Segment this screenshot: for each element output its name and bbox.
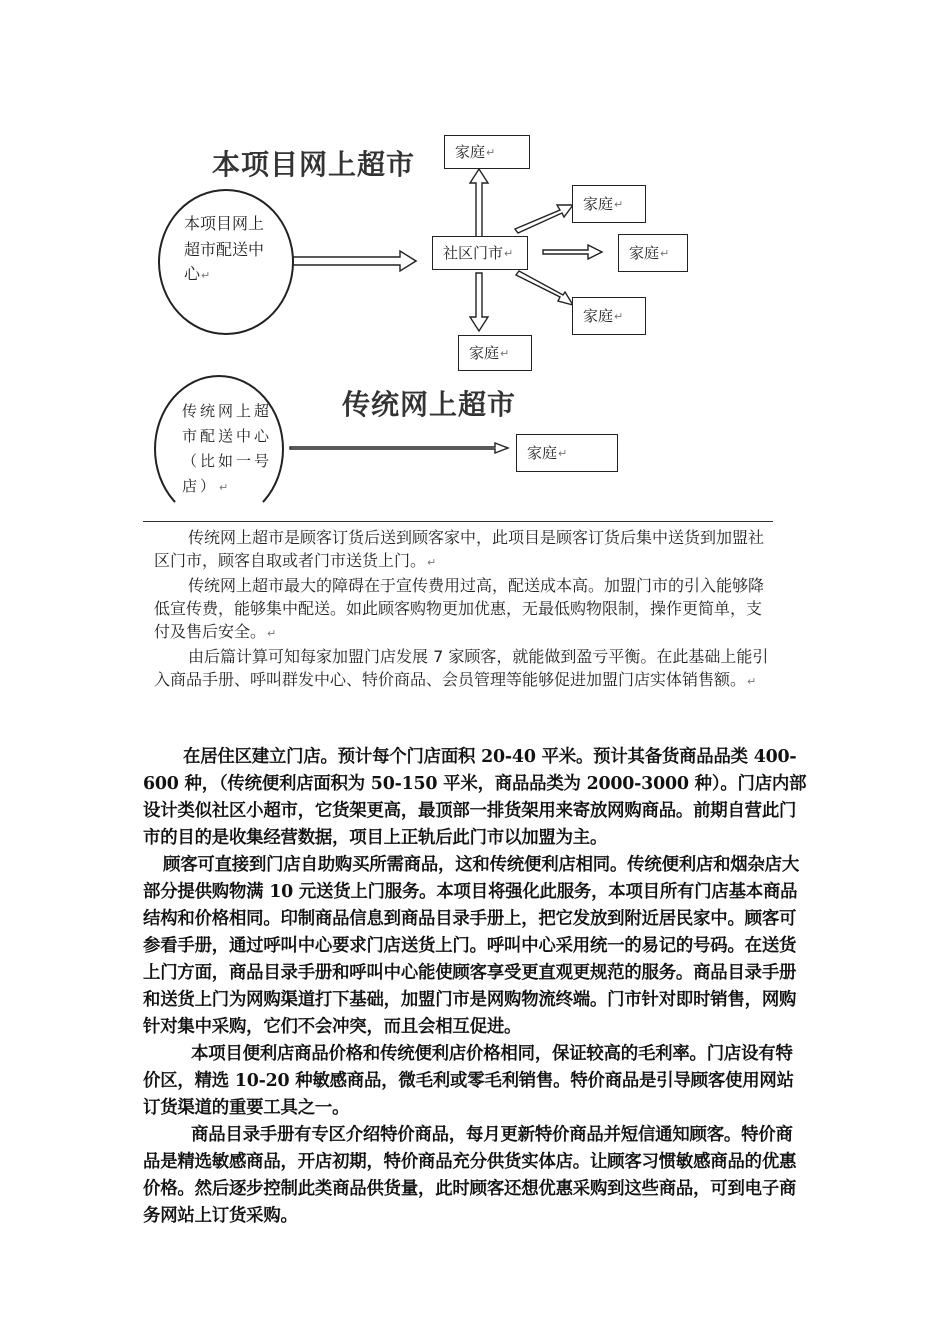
divider-line (143, 521, 773, 522)
home-box-lower-right: 家庭 ↵ (572, 297, 646, 335)
home-box-traditional: 家庭 ↵ (516, 434, 618, 472)
arrow-store-upright (515, 205, 573, 233)
return-mark: ↵ (201, 269, 211, 282)
arrow-traditional-to-home (290, 443, 508, 453)
arrow-store-down (470, 273, 488, 331)
return-mark: ↵ (614, 197, 624, 211)
return-mark: ↵ (660, 246, 670, 260)
home-box-upper-right: 家庭 ↵ (572, 185, 646, 223)
arrow-center-to-store-outline (278, 251, 416, 271)
body-paragraph-2: 顾客可直接到门店自助购买所需商品，这和传统便利店相同。传统便利店和烟杂店大部分提供购物满 10 元送货上门服务。本项目将强化此服务，本项目所有门店基本商品结构和价格相同。印制商品信息到商品目录手册上，把它发放到附近居民家中。顾客可参看手册，通过呼叫中心要求门店送货上门。呼叫中心采用统一的易记的号码。在送货上门方面，商品目录手册和呼叫中心能使顾客享受更直观更规范的服务。商品目录手册和送货上门为网购渠道打下基础，加盟门市是网购物流终端。门市针对即时销售，网购针对集中采购，它们不会冲突，而且会相互促进。 (143, 855, 800, 1037)
center-top-line-1: 本项目网上 (184, 214, 265, 233)
return-mark: ↵ (500, 346, 510, 360)
arrow-store-up (470, 169, 488, 237)
bottom-title: 传统网上超市 (342, 388, 517, 421)
arrow-store-right (543, 245, 602, 259)
home-box-bottom: 家庭 ↵ (458, 335, 532, 371)
supply-chain-diagram (140, 125, 780, 525)
return-mark: ↵ (486, 145, 496, 159)
center-top-line-2: 超市配送中 (184, 240, 265, 259)
community-store-box: 社区门市 ↵ (432, 236, 528, 270)
arrow-store-downright (516, 271, 573, 305)
body-paragraph-1: 在居住区建立门店。预计每个门店面积 20-40 平米。预计其备货商品品类 400-600 种，（传统便利店面积为 50-150 平米，商品品类为 2000-3000 种）。门店内部设计类似社区小超市，它货架更高，最顶部一排货架用来寄放网购商品。前期自营此门市的目的是收集经营数据，项目上正轨后此门市以加盟为主。 (143, 747, 807, 848)
body-paragraph-4: 商品目录手册有专区介绍特价商品，每月更新特价商品并短信通知顾客。特价商品是精选敏感商品，开店初期，特价商品充分供货实体店。让顾客习惯敏感商品的优惠价格。然后逐步控制此类商品供货量，此时顾客还想优惠采购到这些商品，可到电子商务网站上订货采购。 (143, 1125, 797, 1226)
center-bottom-line-1: 传统网上超 (182, 402, 273, 420)
center-bottom-line-4: 店）↵ (182, 477, 232, 495)
return-mark: ↵ (558, 446, 568, 460)
scan-paragraph-3: 由后篇计算可知每家加盟门店发展 7 家顾客，就能做到盈亏平衡。在此基础上能引入商品手册、呼叫群发中心、特价商品、会员管理等能够促进加盟门店实体销售额。↵ (154, 647, 769, 689)
return-mark: ↵ (614, 309, 624, 323)
top-title: 本项目网上超市 (212, 148, 416, 181)
body-paragraph-3: 本项目便利店商品价格和传统便利店价格相同，保证较高的毛利率。门店设有特价区，精选 10-20 种敏感商品，微毛利或零毛利销售。特价商品是引导顾客使用网站订货渠道的重要工具之一。 (143, 1044, 794, 1118)
home-box-right: 家庭 ↵ (618, 234, 688, 272)
return-mark: ↵ (504, 246, 514, 260)
center-bottom-line-3: （比如一号 (182, 452, 273, 470)
center-top-line-3: 心↵ (184, 264, 211, 283)
scan-paragraph-2: 传统网上超市最大的障碍在于宣传费用过高，配送成本高。加盟门市的引入能够降低宣传费，能够集中配送。如此顾客购物更加优惠，无最低购物限制，操作更简单，支付及售后安全。↵ (154, 576, 765, 641)
home-box-top: 家庭 ↵ (444, 135, 530, 169)
scanned-text-block (154, 526, 774, 693)
body-text-block (143, 744, 808, 1230)
center-bottom-line-2: 市配送中心 (182, 427, 273, 445)
scan-paragraph-1: 传统网上超市是顾客订货后送到顾客家中，此项目是顾客订货后集中送货到加盟社区门市，顾客自取或者门市送货上门。↵ (154, 528, 765, 570)
return-mark: ↵ (219, 481, 232, 494)
